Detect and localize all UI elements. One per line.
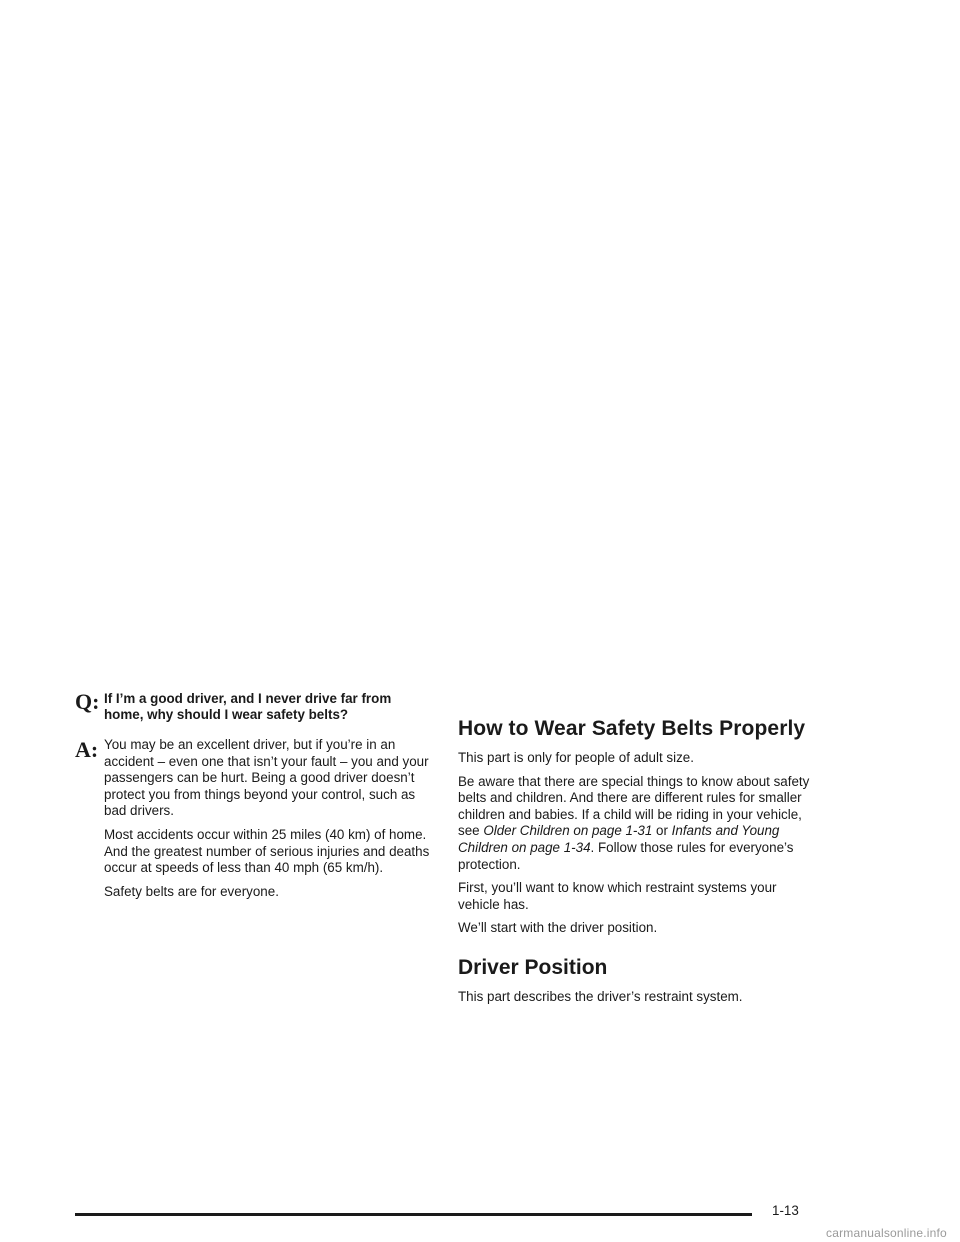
paragraph: First, you’ll want to know which restraint systems your vehicle has. bbox=[458, 880, 777, 912]
cross-reference-older-children[interactable]: Older Children on page 1-31 bbox=[483, 823, 653, 839]
answer-paragraph: Most accidents occur within 25 miles (40 km) of home. And the greatest number of serious injuries and deaths occur at speeds of less than 40 mph (65 km/h). bbox=[104, 826, 430, 876]
answer-paragraph: Safety belts are for everyone. bbox=[104, 883, 279, 899]
answer-marker: A: bbox=[75, 737, 99, 762]
watermark: carmanualsonline.info bbox=[826, 1226, 947, 1240]
paragraph: This part describes the driver’s restraint system. bbox=[458, 988, 743, 1004]
question-text: If I’m a good driver, and I never drive far from home, why should I wear safety belts? bbox=[104, 691, 392, 722]
cross-reference-infants[interactable]: Infants and Young Children on page 1-34 bbox=[458, 823, 780, 855]
qa-column bbox=[75, 691, 431, 907]
answer-paragraph: You may be an excellent driver, but if you’re in an accident – even one that isn’t your fault – you and your passengers can be hurt. Being a good driver doesn’t protect you from things beyond your control, such as bad drivers. bbox=[104, 737, 429, 819]
section-heading-driver-position: Driver Position bbox=[458, 955, 608, 979]
paragraph: This part is only for people of adult size. bbox=[458, 750, 694, 765]
answer-block bbox=[75, 737, 431, 900]
question-block bbox=[75, 691, 431, 723]
paragraph: We’ll start with the driver position. bbox=[458, 920, 658, 936]
text-run: . Follow those rules for everyone’s protection. bbox=[458, 839, 794, 872]
page-number: 1-13 bbox=[772, 1203, 799, 1218]
section-heading-wear-belts: How to Wear Safety Belts Properly bbox=[458, 717, 806, 740]
text-run: or bbox=[652, 823, 672, 839]
footer-rule bbox=[75, 1213, 752, 1216]
main-column bbox=[458, 716, 818, 1013]
paragraph-children bbox=[458, 774, 818, 874]
question-marker: Q: bbox=[75, 689, 100, 714]
text-run: Be aware that there are special things to know about safety belts and children. And there are different rules for smaller children and babies. If a child will be riding in your vehicle, see bbox=[458, 773, 810, 839]
